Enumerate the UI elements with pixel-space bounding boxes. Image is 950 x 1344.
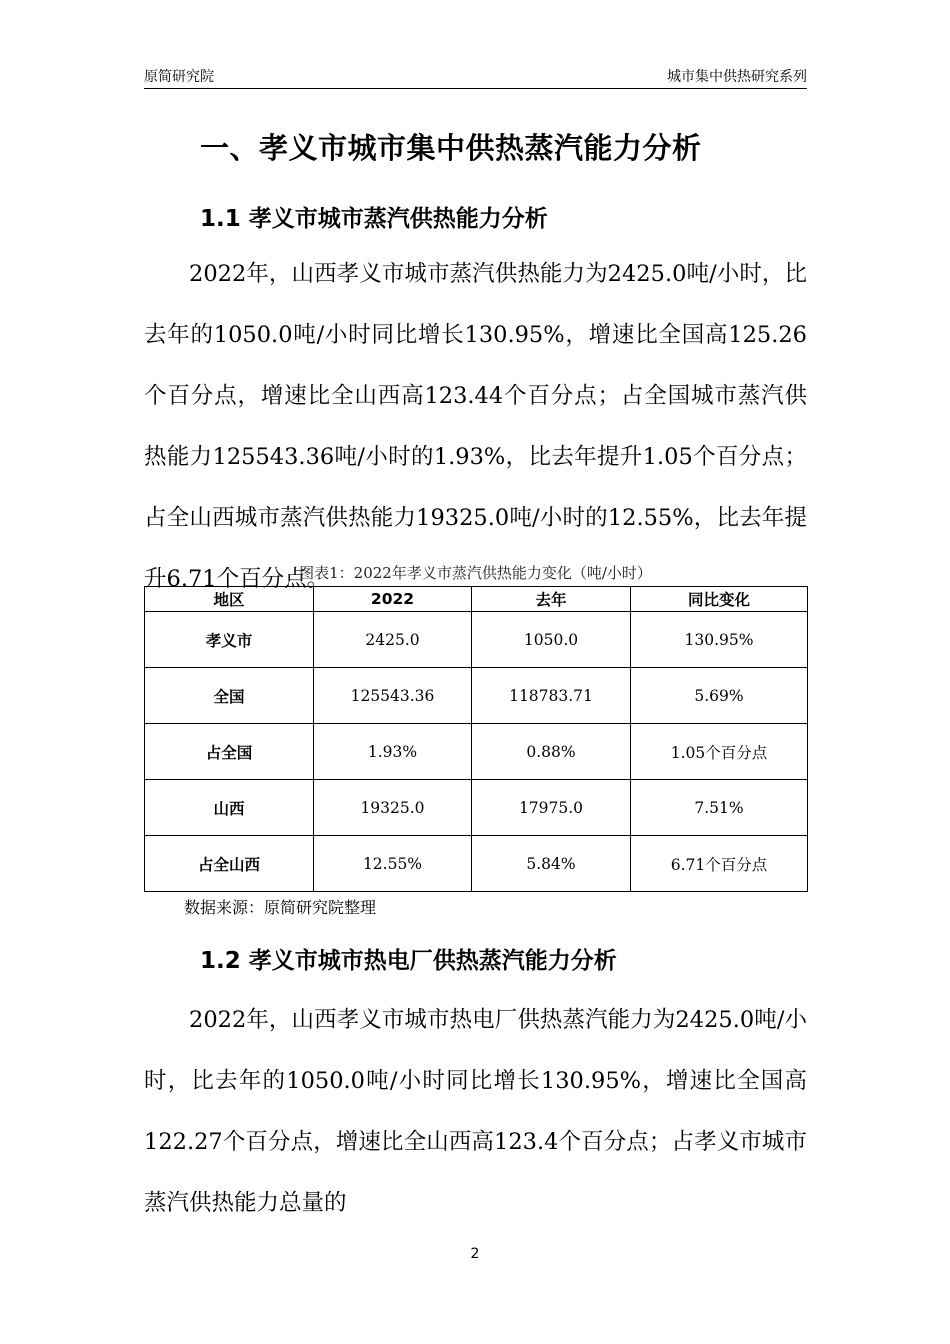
table-row-label: 山西: [145, 780, 314, 836]
table-cell: 17975.0: [472, 780, 631, 836]
table-row: [145, 612, 808, 668]
page-number: 2: [470, 1246, 480, 1262]
page-title: 一、孝义市城市集中供热蒸汽能力分析: [200, 131, 702, 165]
table-row: [145, 836, 808, 892]
table-cell: 130.95%: [631, 612, 808, 668]
table-caption: 图表1：2022年孝义市蒸汽供热能力变化（吨/小时）: [299, 564, 652, 582]
table-row: [145, 668, 808, 724]
table-cell: 0.88%: [472, 724, 631, 780]
section-1-heading: 1.1 孝义市城市蒸汽供热能力分析: [200, 206, 548, 232]
section-1-paragraph: 2022年，山西孝义市城市蒸汽供热能力为2425.0吨/小时，比去年的1050.0吨/小时同比增长130.95%，增速比全国高125.26个百分点，增速比全山西高123.44个百分点；占全国城市蒸汽供热能力125543.36吨/小时的1.93%，比去年提升1.05个百分点；占全山西城市蒸汽供热能力19325.0吨/小时的12.55%，比去年提升6.71个百分点。: [144, 261, 807, 592]
table-cell: 19325.0: [314, 780, 472, 836]
table-cell: 5.84%: [472, 836, 631, 892]
section-2-paragraph: 2022年，山西孝义市城市热电厂供热蒸汽能力为2425.0吨/小时，比去年的1050.0吨/小时同比增长130.95%，增速比全国高122.27个百分点，增速比全山西高123.4个百分点；占孝义市城市蒸汽供热能力总量的: [144, 1007, 807, 1216]
table-row: [145, 780, 808, 836]
table-cell: 2425.0: [314, 612, 472, 668]
table-cell: 7.51%: [631, 780, 808, 836]
table-header-cell: 同比变化: [631, 587, 808, 612]
table-row-label: 占全国: [145, 724, 314, 780]
table-row: [145, 724, 808, 780]
table-cell: 1.05个百分点: [631, 724, 808, 780]
table-cell: 1050.0: [472, 612, 631, 668]
section-2-heading: 1.2 孝义市城市热电厂供热蒸汽能力分析: [200, 948, 617, 974]
page-header: [144, 60, 807, 89]
table-row-label: 占全山西: [145, 836, 314, 892]
table-cell: 12.55%: [314, 836, 472, 892]
table-cell: 1.93%: [314, 724, 472, 780]
table-cell: 125543.36: [314, 668, 472, 724]
table-header-row: [145, 587, 808, 612]
table-row-label: 孝义市: [145, 612, 314, 668]
header-right: 城市集中供热研究系列: [667, 69, 807, 85]
table-row-label: 全国: [145, 668, 314, 724]
table-cell: 6.71个百分点: [631, 836, 808, 892]
table-cell: 5.69%: [631, 668, 808, 724]
header-left: 原简研究院: [144, 69, 214, 85]
table-source: 数据来源：原简研究院整理: [184, 898, 377, 917]
table-header-cell: 2022: [314, 587, 472, 612]
table-cell: 118783.71: [472, 668, 631, 724]
table-header-cell: 去年: [472, 587, 631, 612]
table-header-cell: 地区: [145, 587, 314, 612]
data-table: [144, 586, 808, 892]
